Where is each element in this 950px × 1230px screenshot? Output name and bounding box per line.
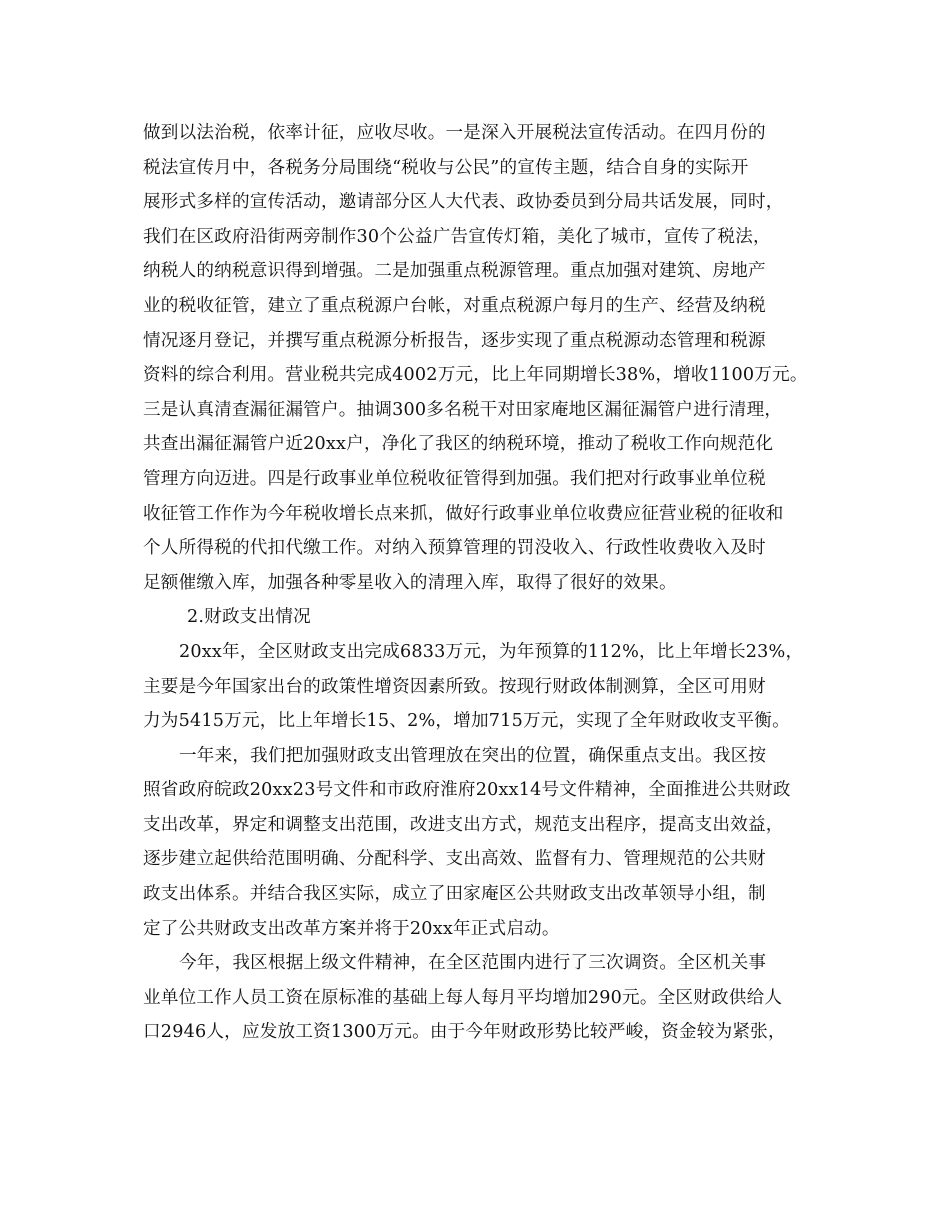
text-line: 个人所得税的代扣代缴工作。对纳入预算管理的罚没收入、行政性收费收入及时 xyxy=(143,538,766,559)
text-line: 资料的综合利用。营业税共完成4002万元，比上年同期增长38%，增收1100万元。 xyxy=(143,365,808,386)
text-line: 做到以法治税，依率计征，应收尽收。一是深入开展税法宣传活动。在四月份的 xyxy=(143,123,766,143)
section-heading: 2.财政支出情况 xyxy=(187,607,311,628)
text-line: 我们在区政府沿街两旁制作30个公益广告宣传灯箱，美化了城市，宣传了税法， xyxy=(143,226,771,247)
text-line: 情况逐月登记，并撰写重点税源分析报告，逐步实现了重点税源动态管理和税源 xyxy=(143,330,766,351)
text-line: 共查出漏征漏管户近20xx户，净化了我区的纳税环境，推动了税收工作向规范化 xyxy=(143,434,774,455)
text-line: 足额催缴入库，加强各种零星收入的清理入库，取得了很好的效果。 xyxy=(143,572,677,593)
text-line: 收征管工作作为今年税收增长点来抓，做好行政事业单位收费应征营业税的征收和 xyxy=(143,503,784,524)
text-line: 支出改革，界定和调整支出范围，改进支出方式，规范支出程序，提高支出效益， xyxy=(143,814,784,835)
text-line: 力为5415万元，比上年增长15、2%，增加715万元，实现了全年财政收支平衡。 xyxy=(143,711,790,732)
text-line: 照省政府皖政20xx23号文件和市政府淮府20xx14号文件精神，全面推进公共财政 xyxy=(143,780,791,801)
text-line: 三是认真清查漏征漏管户。抽调300多名税干对田家庵地区漏征漏管户进行清理， xyxy=(143,399,783,420)
text-line: 管理方向迈进。四是行政事业单位税收征管得到加强。我们把对行政事业单位税 xyxy=(143,468,766,489)
text-line: 逐步建立起供给范围明确、分配科学、支出高效、监督有力、管理规范的公共财 xyxy=(143,849,766,870)
text-line: 主要是今年国家出台的政策性增资因素所致。按现行财政体制测算，全区可用财 xyxy=(143,676,766,697)
text-line: 口2946人，应发放工资1300万元。由于今年财政形势比较严峻，资金较为紧张， xyxy=(143,1022,786,1043)
text-line: 纳税人的纳税意识得到增强。二是加强重点税源管理。重点加强对建筑、房地产 xyxy=(143,261,766,282)
document-body xyxy=(143,116,823,1050)
text-line: 定了公共财政支出改革方案并将于20xx年正式启动。 xyxy=(143,918,560,939)
paragraph-start-line: 一年来，我们把加强财政支出管理放在突出的位置，确保重点支出。我区按 xyxy=(179,745,767,766)
paragraph-start-line: 今年，我区根据上级文件精神，在全区范围内进行了三次调资。全区机关事 xyxy=(179,953,767,974)
text-line: 展形式多样的宣传活动，邀请部分区人大代表、政协委员到分局共话发展，同时， xyxy=(143,192,784,213)
paragraph-start-line: 20xx年，全区财政支出完成6833万元，为年预算的112%，比上年增长23%， xyxy=(179,641,804,662)
text-line: 税法宣传月中，各税务分局围绕“税收与公民”的宣传主题，结合自身的实际开 xyxy=(143,157,749,178)
text-line: 业单位工作人员工资在原标准的基础上每人每月平均增加290元。全区财政供给人 xyxy=(143,987,783,1008)
text-line: 政支出体系。并结合我区实际，成立了田家庵区公共财政支出改革领导小组，制 xyxy=(143,884,766,905)
text-line: 业的税收征管，建立了重点税源户台帐，对重点税源户每月的生产、经营及纳税 xyxy=(143,295,766,316)
